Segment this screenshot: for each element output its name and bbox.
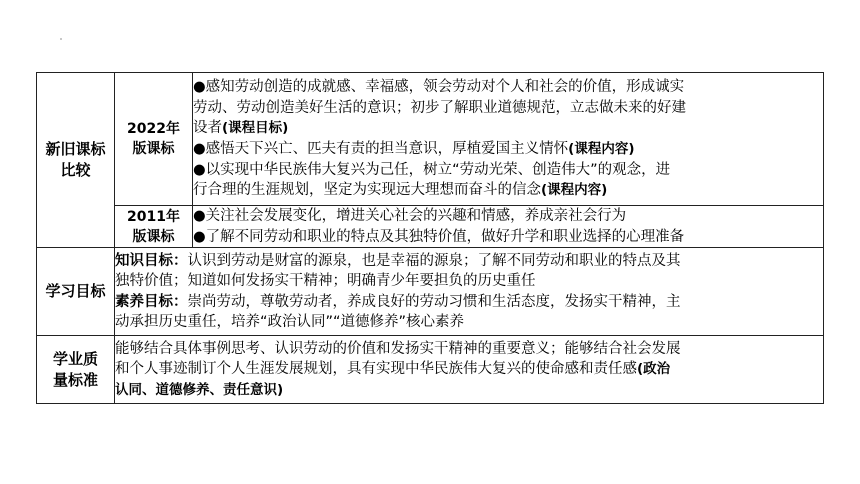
version-label-2011: 2011年 版课标 [115,206,193,248]
table-row [37,336,824,404]
decorative-dot [60,38,62,40]
version-2011-content [193,206,824,248]
row-header-quality-standard: 学业质 量标准 [37,336,115,404]
learning-goals-content: 知识目标：认识到劳动是财富的源泉，也是幸福的源泉；了解不同劳动和职业的特点及其 独特价值；知道如何发扬实干精神；明确青少年要担负的历史重任 素养目标：崇尚劳动，尊敬劳动者，养成良好的劳动习惯和生活态度，发扬实干精神，主 动承担历史重任，培养“政治认同”“道德修养”核心素养 [115,248,824,336]
quality-standard-content: 能够结合具体事例思考、认识劳动的价值和发扬实干精神的重要意义；能够结合社会发展 和个人事迹制订个人生涯发展规划，具有实现中华民族伟大复兴的使命感和责任感(政治 认同、道德修养、责任意识) [115,336,824,404]
row-header-comparison: 新旧课标 比较 [37,73,115,248]
version-2022-content: ●感知劳动创造的成就感、幸福感，领会劳动对个人和社会的价值，形成诚实 劳动、劳动创造美好生活的意识；初步了解职业道德规范，立志做未来的好建 设者(课程目标) ●感悟天下兴亡、匹夫有责的担当意识，厚植爱国主义情怀(课程内容) ●以实现中华民族伟大复兴为己任，树立“劳动光荣、创造伟大”的观念，进 行合理的生涯规划，坚定为实现远大理想而奋斗的信念(课程内容) [193,73,824,206]
version-label-2022: 2022年 版课标 [115,73,193,206]
list-item: ●以实现中华民族伟大复兴为己任，树立“劳动光荣、创造伟大”的观念，进 [193,161,671,178]
curriculum-comparison-table [36,72,824,404]
list-item: ●感知劳动创造的成就感、幸福感，领会劳动对个人和社会的价值，形成诚实 [193,79,685,96]
row-header-learning-goals: 学习目标 [37,248,115,336]
table-row [37,206,824,248]
table-row [37,73,824,206]
list-item: ●关注社会发展变化，增进关心社会的兴趣和情感，养成亲社会行为 [193,208,627,224]
table-row [37,248,824,336]
list-item: ●感悟天下兴亡、匹夫有责的担当意识，厚植爱国主义情怀(课程内容) [193,141,635,157]
list-item: ●了解不同劳动和职业的特点及其独特价值，做好升学和职业选择的心理准备 [193,228,685,245]
